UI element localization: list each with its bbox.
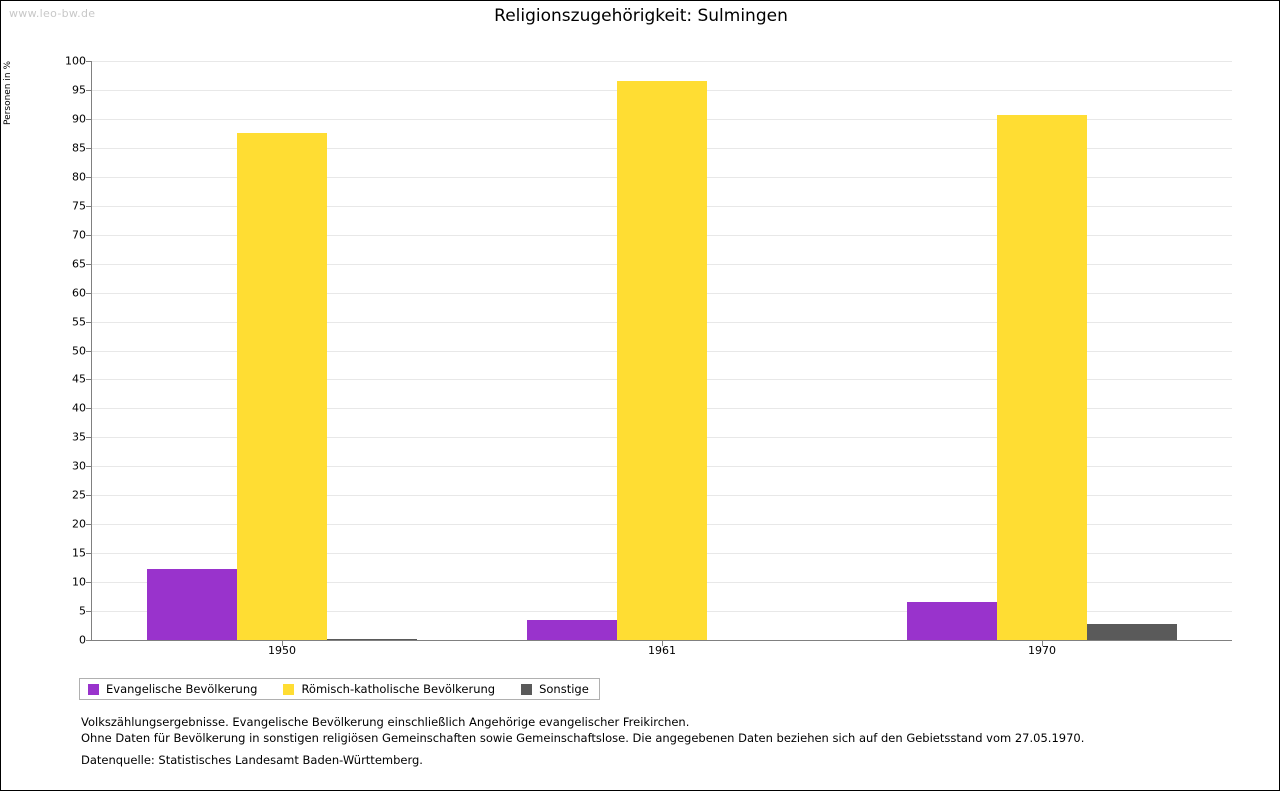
y-axis-tick [86,293,92,294]
y-axis-tick-label: 100 [65,54,86,68]
legend-swatch-katholisch [283,684,294,695]
legend-label-evangelisch: Evangelische Bevölkerung [106,682,258,696]
y-axis-tick [86,611,92,612]
plot-area [65,54,1232,657]
y-axis-tick [86,582,92,583]
legend-label-katholisch: Römisch-katholische Bevölkerung [301,682,496,696]
y-axis-tick [86,466,92,467]
y-axis-tick [86,495,92,496]
y-axis-label: Personen in % [3,61,13,125]
y-axis-tick [86,206,92,207]
bar [997,115,1087,640]
y-axis-tick-label: 0 [79,633,86,647]
footnotes [81,714,1084,746]
bar [327,639,417,640]
x-axis-tick-label: 1950 [268,644,296,657]
y-axis-tick [86,640,92,641]
y-axis-tick-label: 50 [72,344,86,357]
y-axis-tick-label: 45 [72,372,86,386]
chart-legend [79,678,600,700]
bar [147,569,237,640]
y-axis-tick-label: 80 [72,170,86,184]
y-axis-tick [86,264,92,265]
y-axis-tick [86,379,92,380]
y-axis-tick [86,437,92,438]
y-axis-tick-label: 20 [72,517,86,531]
y-axis-tick-label: 90 [72,112,86,126]
bar [907,602,997,640]
y-axis-tick-label: 65 [72,257,86,271]
bar [1087,624,1177,640]
y-axis-tick-label: 25 [72,488,86,502]
legend-swatch-sonstige [521,684,532,695]
y-axis-tick-label: 15 [72,546,86,560]
legend-item-evangelisch [88,682,257,696]
y-axis-tick [86,177,92,178]
x-axis-tick-label: 1961 [648,644,676,657]
chart-title: Religionszugehörigkeit: Sulmingen [494,6,788,26]
y-axis-tick [86,351,92,352]
y-axis-tick-label: 85 [72,141,86,155]
y-axis-tick [86,148,92,149]
y-axis-tick-label: 75 [72,199,86,213]
y-axis-tick [86,322,92,323]
bar [617,81,707,640]
legend-label-sonstige: Sonstige [539,682,589,696]
y-axis-tick-label: 35 [72,430,86,444]
y-axis-tick [86,61,92,62]
legend-item-sonstige [521,682,589,696]
legend-item-katholisch [283,682,495,696]
y-axis-tick-label: 30 [72,459,86,473]
y-axis-tick [86,524,92,525]
y-axis-tick-label: 10 [72,575,86,589]
y-axis-tick [86,119,92,120]
x-axis-tick-label: 1970 [1028,644,1056,657]
footnote-line-2: Ohne Daten für Bevölkerung in sonstigen religiösen Gemeinschaften sowie Gemeinschaftslose. Die angegebenen Daten beziehen sich auf den Gebietsstand vom 27.05.1970. [81,731,1085,745]
footnote-line-1: Volkszählungsergebnisse. Evangelische Bevölkerung einschließlich Angehörige evangelischer Freikirchen. [81,715,690,729]
y-axis-tick [86,553,92,554]
bar [527,620,617,640]
watermark-label: www.leo-bw.de [9,7,96,20]
y-axis-tick-label: 60 [72,286,86,300]
y-axis-tick [86,90,92,91]
y-axis-tick-label: 70 [72,228,86,242]
y-axis-tick-label: 55 [72,315,86,329]
bar [237,133,327,640]
y-axis-tick [86,235,92,236]
y-gridline [92,61,1232,62]
y-axis-tick-label: 40 [72,401,86,415]
data-source-label: Datenquelle: Statistisches Landesamt Baden-Württemberg. [81,753,423,767]
y-axis-tick-label: 95 [72,83,86,97]
y-axis-tick [86,408,92,409]
y-axis-tick-label: 5 [79,604,86,618]
legend-swatch-evangelisch [88,684,99,695]
